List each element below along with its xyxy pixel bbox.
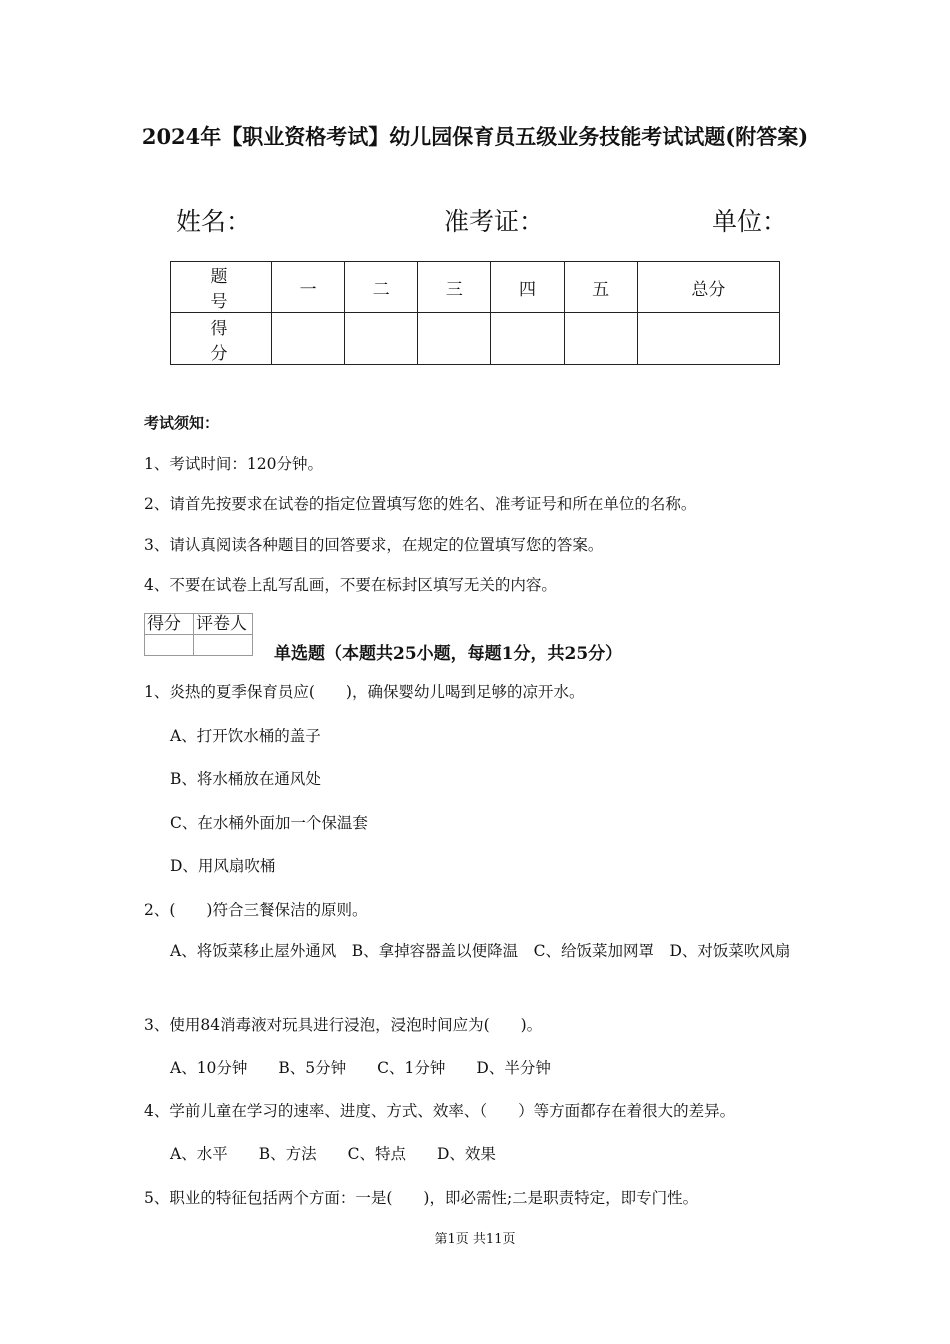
score-table-header-row xyxy=(171,262,780,313)
question-4-stem: 4、学前儿童在学习的速率、进度、方式、效率、（ ）等方面都存在着很大的差异。 xyxy=(144,1102,736,1120)
notice-title: 考试须知： xyxy=(144,414,220,432)
score-row-label: 得 分 xyxy=(171,313,272,365)
grader-score-label: 得分 xyxy=(145,614,194,635)
grader-score-cell[interactable] xyxy=(145,635,194,656)
question-2-stem: 2、( )符合三餐保洁的原则。 xyxy=(144,901,368,919)
grader-name-label: 评卷人 xyxy=(194,614,253,635)
question-1-stem: 1、炎热的夏季保育员应( )，确保婴幼儿喝到足够的凉开水。 xyxy=(144,683,585,701)
section-title: 单选题（本题共25小题，每题1分，共25分） xyxy=(274,644,623,664)
score-cell-total[interactable] xyxy=(637,313,779,365)
header-col-2: 二 xyxy=(345,262,418,313)
header-total: 总分 xyxy=(637,262,779,313)
question-1-option-b: B、将水桶放在通风处 xyxy=(170,770,321,788)
header-col-1: 一 xyxy=(272,262,345,313)
grader-table xyxy=(144,613,253,656)
notice-item-3: 3、请认真阅读各种题目的回答要求，在规定的位置填写您的答案。 xyxy=(144,536,604,554)
name-field-label: 姓名： xyxy=(176,207,252,236)
score-cell-2[interactable] xyxy=(345,313,418,365)
question-4-options: A、水平 B、方法 C、特点 D、效果 xyxy=(170,1145,496,1163)
page-footer: 第1页 共11页 xyxy=(434,1232,516,1247)
notice-item-4: 4、不要在试卷上乱写乱画，不要在标封区填写无关的内容。 xyxy=(144,576,557,594)
score-table-score-row xyxy=(171,313,780,365)
score-cell-4[interactable] xyxy=(491,313,564,365)
question-3-options: A、10分钟 B、5分钟 C、1分钟 D、半分钟 xyxy=(170,1059,551,1077)
header-col-3: 三 xyxy=(418,262,491,313)
notice-item-1: 1、考试时间：120分钟。 xyxy=(144,455,323,473)
score-cell-5[interactable] xyxy=(564,313,637,365)
question-1-option-a: A、打开饮水桶的盖子 xyxy=(170,727,321,745)
notice-item-2: 2、请首先按要求在试卷的指定位置填写您的姓名、准考证号和所在单位的名称。 xyxy=(144,495,697,513)
page-title: 2024年【职业资格考试】幼儿园保育员五级业务技能考试试题(附答案) xyxy=(141,124,809,149)
unit-field-label: 单位： xyxy=(712,207,788,236)
question-1-option-c: C、在水桶外面加一个保温套 xyxy=(170,814,368,832)
question-1-option-d: D、用风扇吹桶 xyxy=(170,857,276,875)
question-5-stem: 5、职业的特征包括两个方面：一是( )，即必需性;二是职责特定，即专门性。 xyxy=(144,1189,699,1207)
score-cell-1[interactable] xyxy=(272,313,345,365)
header-col-4: 四 xyxy=(491,262,564,313)
header-question-no: 题 号 xyxy=(171,262,272,313)
score-cell-3[interactable] xyxy=(418,313,491,365)
score-table xyxy=(170,261,780,365)
question-3-stem: 3、使用84消毒液对玩具进行浸泡，浸泡时间应为( )。 xyxy=(144,1016,543,1034)
candidate-fields xyxy=(0,202,950,238)
exam-id-field-label: 准考证： xyxy=(444,207,545,236)
grader-name-cell[interactable] xyxy=(194,635,253,656)
header-col-5: 五 xyxy=(564,262,637,313)
question-2-options: A、将饭菜移止屋外通风 B、拿掉容器盖以便降温 C、给饭菜加网罩 D、对饭菜吹风扇 xyxy=(170,942,791,960)
